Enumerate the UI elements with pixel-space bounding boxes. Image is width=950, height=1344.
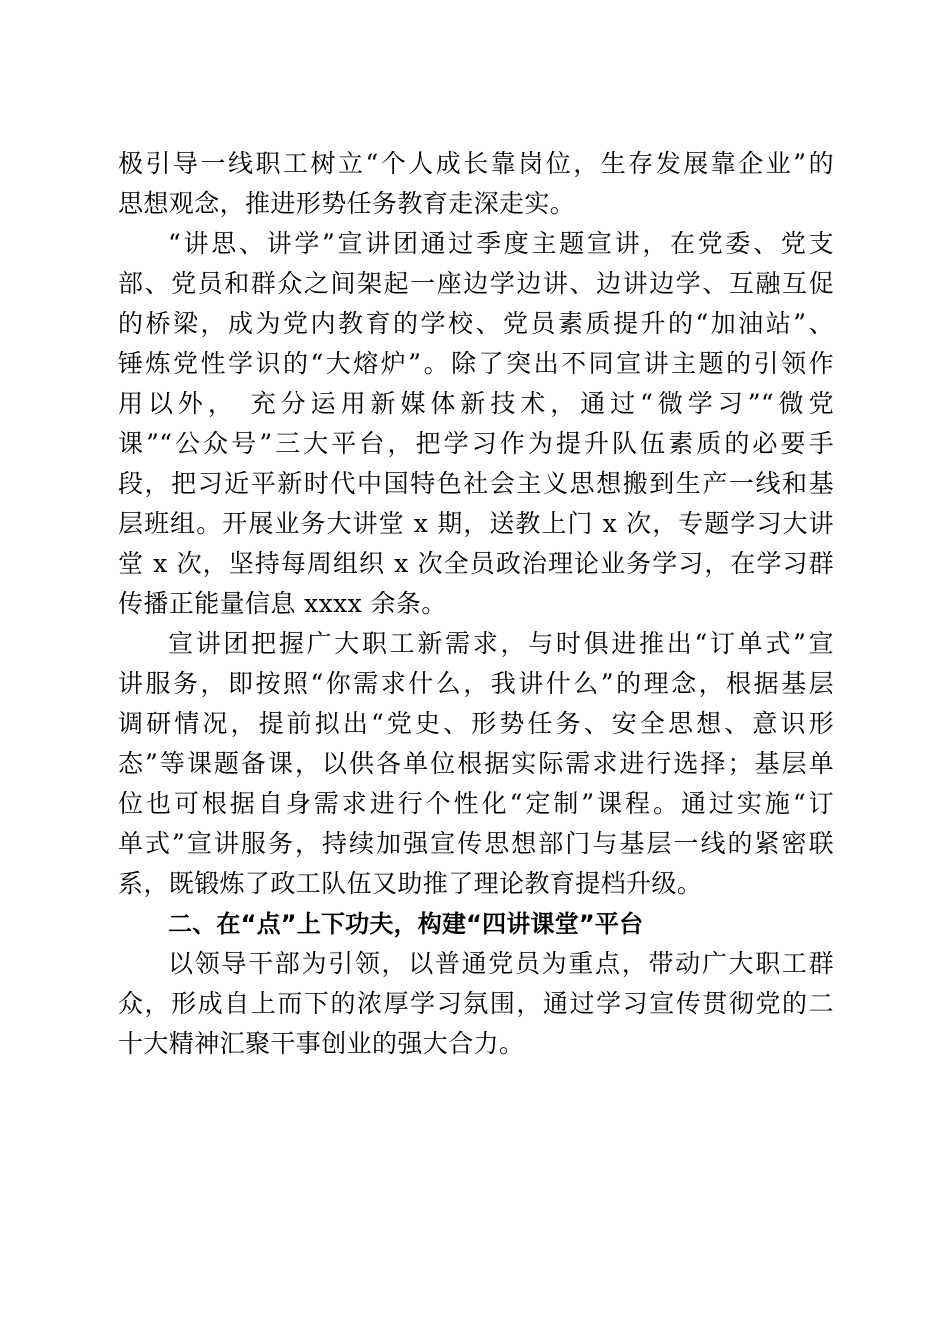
text-line: 课”“公众号”三大平台，把学习作为提升队伍素质的必要手	[118, 429, 834, 458]
paragraph-4	[118, 944, 834, 1064]
text-line: 部、党员和群众之间架起一座边学边讲、边讲边学、互融互促	[118, 269, 834, 298]
text-line: 调研情况，提前拟出“党史、形势任务、安全思想、意识形	[118, 709, 834, 738]
text-line: 位也可根据自身需求进行个性化“定制”课程。通过实施“订	[118, 789, 834, 818]
paragraph-1	[118, 144, 834, 224]
text-line: “讲思、讲学”宣讲团通过季度主题宣讲，在党委、党支	[168, 229, 834, 258]
text-line: 众，形成自上而下的浓厚学习氛围，通过学习宣传贯彻党的二	[118, 989, 834, 1018]
text-line: 传播正能量信息 xxxx 余条。	[118, 589, 447, 618]
text-line: 单式”宣讲服务，持续加强宣传思想部门与基层一线的紧密联	[118, 829, 834, 858]
text-line: 讲服务，即按照“你需求什么，我讲什么”的理念，根据基层	[118, 669, 834, 698]
text-line: 极引导一线职工树立“个人成长靠岗位，生存发展靠企业”的	[118, 149, 834, 178]
text-line: 宣讲团把握广大职工新需求，与时俱进推出“订单式”宣	[168, 629, 834, 658]
text-line: 层班组。开展业务大讲堂 x 期，送教上门 x 次，专题学习大讲	[118, 509, 834, 538]
text-line: 思想观念，推进形势任务教育走深走实。	[118, 189, 576, 218]
text-line: 以领导干部为引领，以普通党员为重点，带动广大职工群	[168, 949, 834, 978]
document-body	[118, 144, 834, 1064]
text-line: 段，把习近平新时代中国特色社会主义思想搬到生产一线和基	[118, 469, 834, 498]
paragraph-3	[118, 624, 834, 904]
text-line: 用以外， 充分运用新媒体新技术，通过“微学习”“微党	[118, 389, 834, 418]
text-line: 态”等课题备课，以供各单位根据实际需求进行选择；基层单	[118, 749, 834, 778]
section-heading: 二、在“点”上下功夫，构建“四讲课堂”平台	[168, 910, 644, 938]
text-line: 堂 x 次，坚持每周组织 x 次全员政治理论业务学习，在学习群	[118, 549, 834, 578]
text-line: 系，既锻炼了政工队伍又助推了理论教育提档升级。	[118, 869, 703, 898]
paragraph-2	[118, 224, 834, 624]
text-line: 锤炼党性学识的“大熔炉”。除了突出不同宣讲主题的引领作	[118, 349, 834, 378]
text-line: 的桥梁，成为党内教育的学校、党员素质提升的“加油站”、	[118, 309, 834, 338]
text-line: 十大精神汇聚干事创业的强大合力。	[118, 1029, 525, 1058]
